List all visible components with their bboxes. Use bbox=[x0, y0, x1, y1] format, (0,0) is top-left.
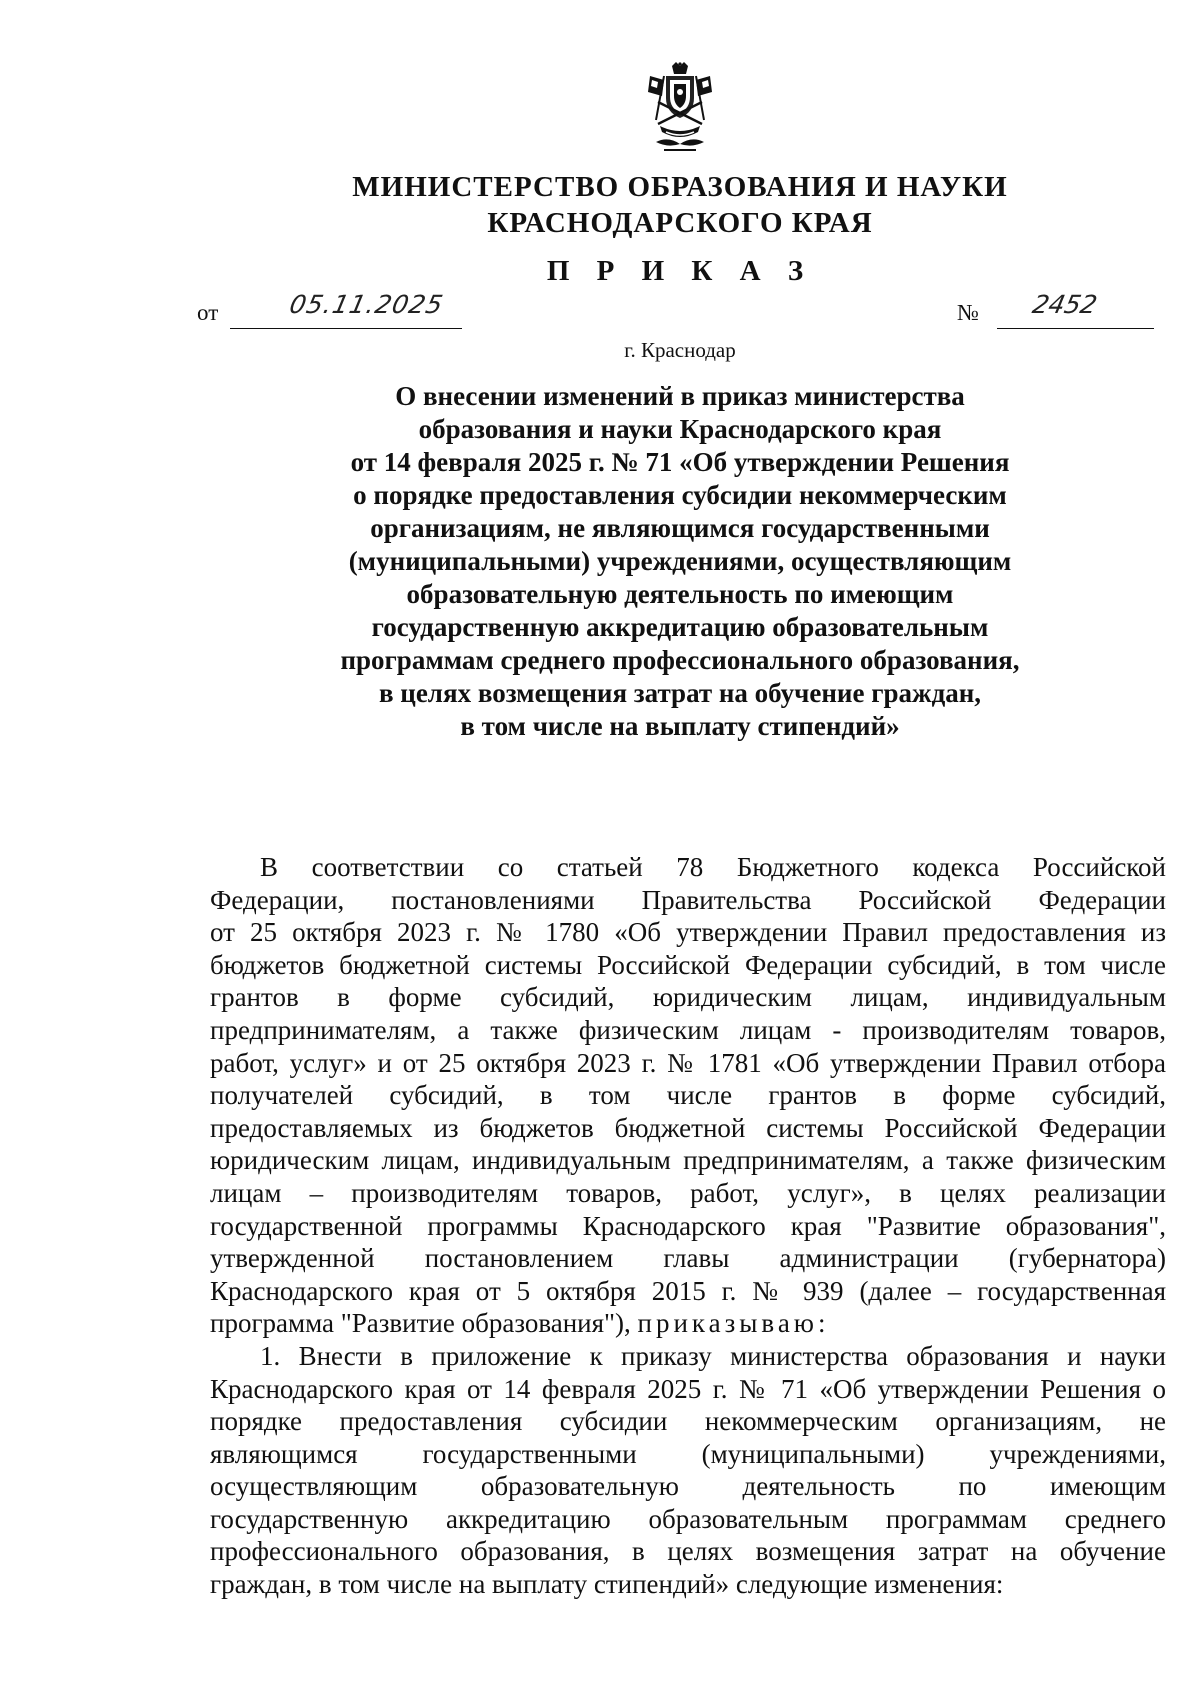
subject-line: (муниципальными) учреждениями, осуществляющим bbox=[348, 546, 1012, 576]
subject-line: государственную аккредитацию образовательным bbox=[371, 612, 989, 642]
body-line: бюджетов бюджетной системы Российской Федерации субсидий, в том числе bbox=[210, 949, 1166, 980]
body-line: лицам – производителям товаров, работ, услуг», в целях реализации bbox=[210, 1177, 1166, 1208]
body-line: получателей субсидий, в том числе грантов в форме субсидий, bbox=[210, 1080, 1166, 1111]
handwritten-number: 2452 bbox=[1029, 290, 1100, 319]
body-line: профессионального образования, в целях возмещения затрат на обучение bbox=[210, 1536, 1166, 1567]
subject-line: от 14 февраля 2025 г. № 71 «Об утверждении Решения bbox=[350, 447, 1010, 477]
body-line: порядке предоставления субсидии некоммерческим организациям, не bbox=[210, 1406, 1166, 1437]
handwritten-date: 05.11.2025 bbox=[286, 290, 447, 319]
subject-line: организациям, не являющимся государственными bbox=[370, 513, 990, 543]
ministry-name-line-2: КРАСНОДАРСКОГО КРАЯ bbox=[487, 207, 873, 239]
body-line: Краснодарского края от 5 октября 2015 г. № 939 (далее – государственная bbox=[210, 1275, 1166, 1306]
number-label: № bbox=[957, 300, 979, 325]
body-line: утвержденной постановлением главы администрации (губернатора) bbox=[210, 1243, 1166, 1274]
body-line: 1. Внести в приложение к приказу министерства образования и науки bbox=[260, 1340, 1166, 1371]
subject-line: образования и науки Краснодарского края bbox=[418, 414, 942, 444]
body-line: предпринимателям, а также физическим лицам - производителям товаров, bbox=[210, 1014, 1166, 1045]
body-line: граждан, в том числе на выплату стипендий» следующие изменения: bbox=[210, 1569, 1004, 1600]
coat-of-arms-emblem bbox=[642, 62, 718, 152]
subject-line: О внесении изменений в приказ министерства bbox=[395, 381, 965, 411]
order-verb: приказываю bbox=[637, 1308, 818, 1339]
ministry-name-line-1: МИНИСТЕРСТВО ОБРАЗОВАНИЯ И НАУКИ bbox=[352, 171, 1008, 203]
number-field bbox=[997, 290, 1154, 329]
body-line: от 25 октября 2023 г. № 1780 «Об утверждении Правил предоставления из bbox=[210, 917, 1166, 948]
body-line: Федерации, постановлениями Правительства Российской Федерации bbox=[210, 884, 1166, 915]
body-line: Краснодарского края от 14 февраля 2025 г. № 71 «Об утверждении Решения о bbox=[210, 1373, 1166, 1404]
body-line: государственную аккредитацию образовательным программам среднего bbox=[210, 1503, 1166, 1534]
body-line: осуществляющим образовательную деятельность по имеющим bbox=[210, 1471, 1166, 1502]
date-field bbox=[230, 290, 462, 329]
body-line: юридическим лицам, индивидуальным предпринимателям, а также физическим bbox=[210, 1145, 1166, 1176]
subject-line: образовательную деятельность по имеющим bbox=[406, 579, 954, 609]
body-line: работ, услуг» и от 25 октября 2023 г. № 1781 «Об утверждении Правил отбора bbox=[210, 1047, 1166, 1078]
subject-line: в том числе на выплату стипендий» bbox=[460, 711, 900, 741]
body-line: грантов в форме субсидий, юридическим лицам, индивидуальным bbox=[210, 982, 1166, 1013]
body-line: государственной программы Краснодарского края "Развитие образования", bbox=[210, 1210, 1166, 1241]
document-type-title: П Р И К А З bbox=[546, 255, 814, 287]
city-label: г. Краснодар bbox=[624, 338, 736, 362]
order-body bbox=[210, 851, 1166, 1601]
body-text-fragment: программа "Развитие образования"), bbox=[210, 1308, 638, 1339]
from-label: от bbox=[197, 300, 219, 325]
body-line-final bbox=[210, 1307, 1166, 1340]
subject-line: программам среднего профессионального образования, bbox=[340, 645, 1020, 675]
body-line: являющимся государственными (муниципальными) учреждениями, bbox=[210, 1438, 1166, 1469]
body-text-fragment: : bbox=[817, 1308, 826, 1339]
body-line: предоставляемых из бюджетов бюджетной системы Российской Федерации bbox=[210, 1112, 1166, 1143]
date-number-row bbox=[197, 290, 1157, 340]
body-line: В соответствии со статьей 78 Бюджетного кодекса Российской bbox=[260, 852, 1166, 882]
subject-line: о порядке предоставления субсидии некоммерческим bbox=[353, 480, 1007, 510]
order-subject bbox=[260, 380, 1100, 743]
subject-line: в целях возмещения затрат на обучение граждан, bbox=[378, 678, 982, 708]
